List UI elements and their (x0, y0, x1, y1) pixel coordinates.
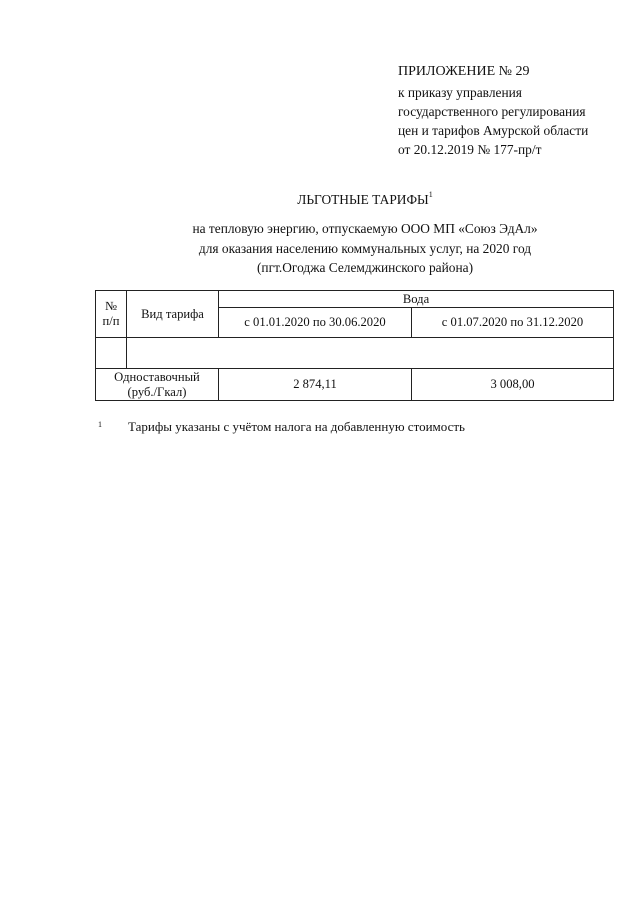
table-row (96, 369, 614, 401)
appendix-heading: ПРИЛОЖЕНИЕ № 29 (398, 64, 530, 79)
footnote-mark: 1 (98, 420, 102, 429)
header-number-line2: п/п (102, 314, 120, 328)
document-subtitle (0, 219, 640, 278)
document-title (0, 190, 640, 208)
appendix-line: цен и тарифов Амурской области (398, 123, 589, 138)
row-value-2: 3 008,00 (412, 369, 614, 401)
header-period-2: с 01.07.2020 по 31.12.2020 (412, 308, 614, 338)
header-tariff-kind: Вид тарифа (127, 291, 219, 338)
subtitle-line: на тепловую энергию, отпускаемую ООО МП «Союз ЭдАл» (192, 221, 538, 236)
appendix-line: от 20.12.2019 № 177-пр/т (398, 142, 542, 157)
header-number-line1: № (104, 299, 118, 313)
row-tariff-kind (96, 369, 219, 401)
header-water-group: Вода (219, 291, 614, 308)
appendix-line: государственного регулирования (398, 104, 586, 119)
row-kind-line1: Одноставочный (114, 369, 200, 384)
table-row-empty (96, 338, 614, 369)
row-value-1: 2 874,11 (219, 369, 412, 401)
empty-cell (127, 338, 614, 369)
header-period-1: с 01.01.2020 по 30.06.2020 (219, 308, 412, 338)
document-title-text: ЛЬГОТНЫЕ ТАРИФЫ (297, 192, 429, 207)
subtitle-line: (пгт.Огоджа Селемджинского района) (256, 260, 474, 276)
tariff-table (95, 290, 614, 401)
subtitle-line: для оказания населению коммунальных услуг, на 2020 год (198, 240, 532, 256)
header-number (96, 291, 127, 338)
footnote-text: Тарифы указаны с учётом налога на добавленную стоимость (128, 419, 465, 434)
empty-cell (96, 338, 127, 369)
row-kind-line2: (руб./Гкал) (127, 384, 187, 399)
footnote (98, 419, 465, 435)
appendix-block (398, 62, 634, 159)
title-footnote-mark: 1 (428, 190, 433, 199)
appendix-line: к приказу управления (398, 85, 522, 100)
